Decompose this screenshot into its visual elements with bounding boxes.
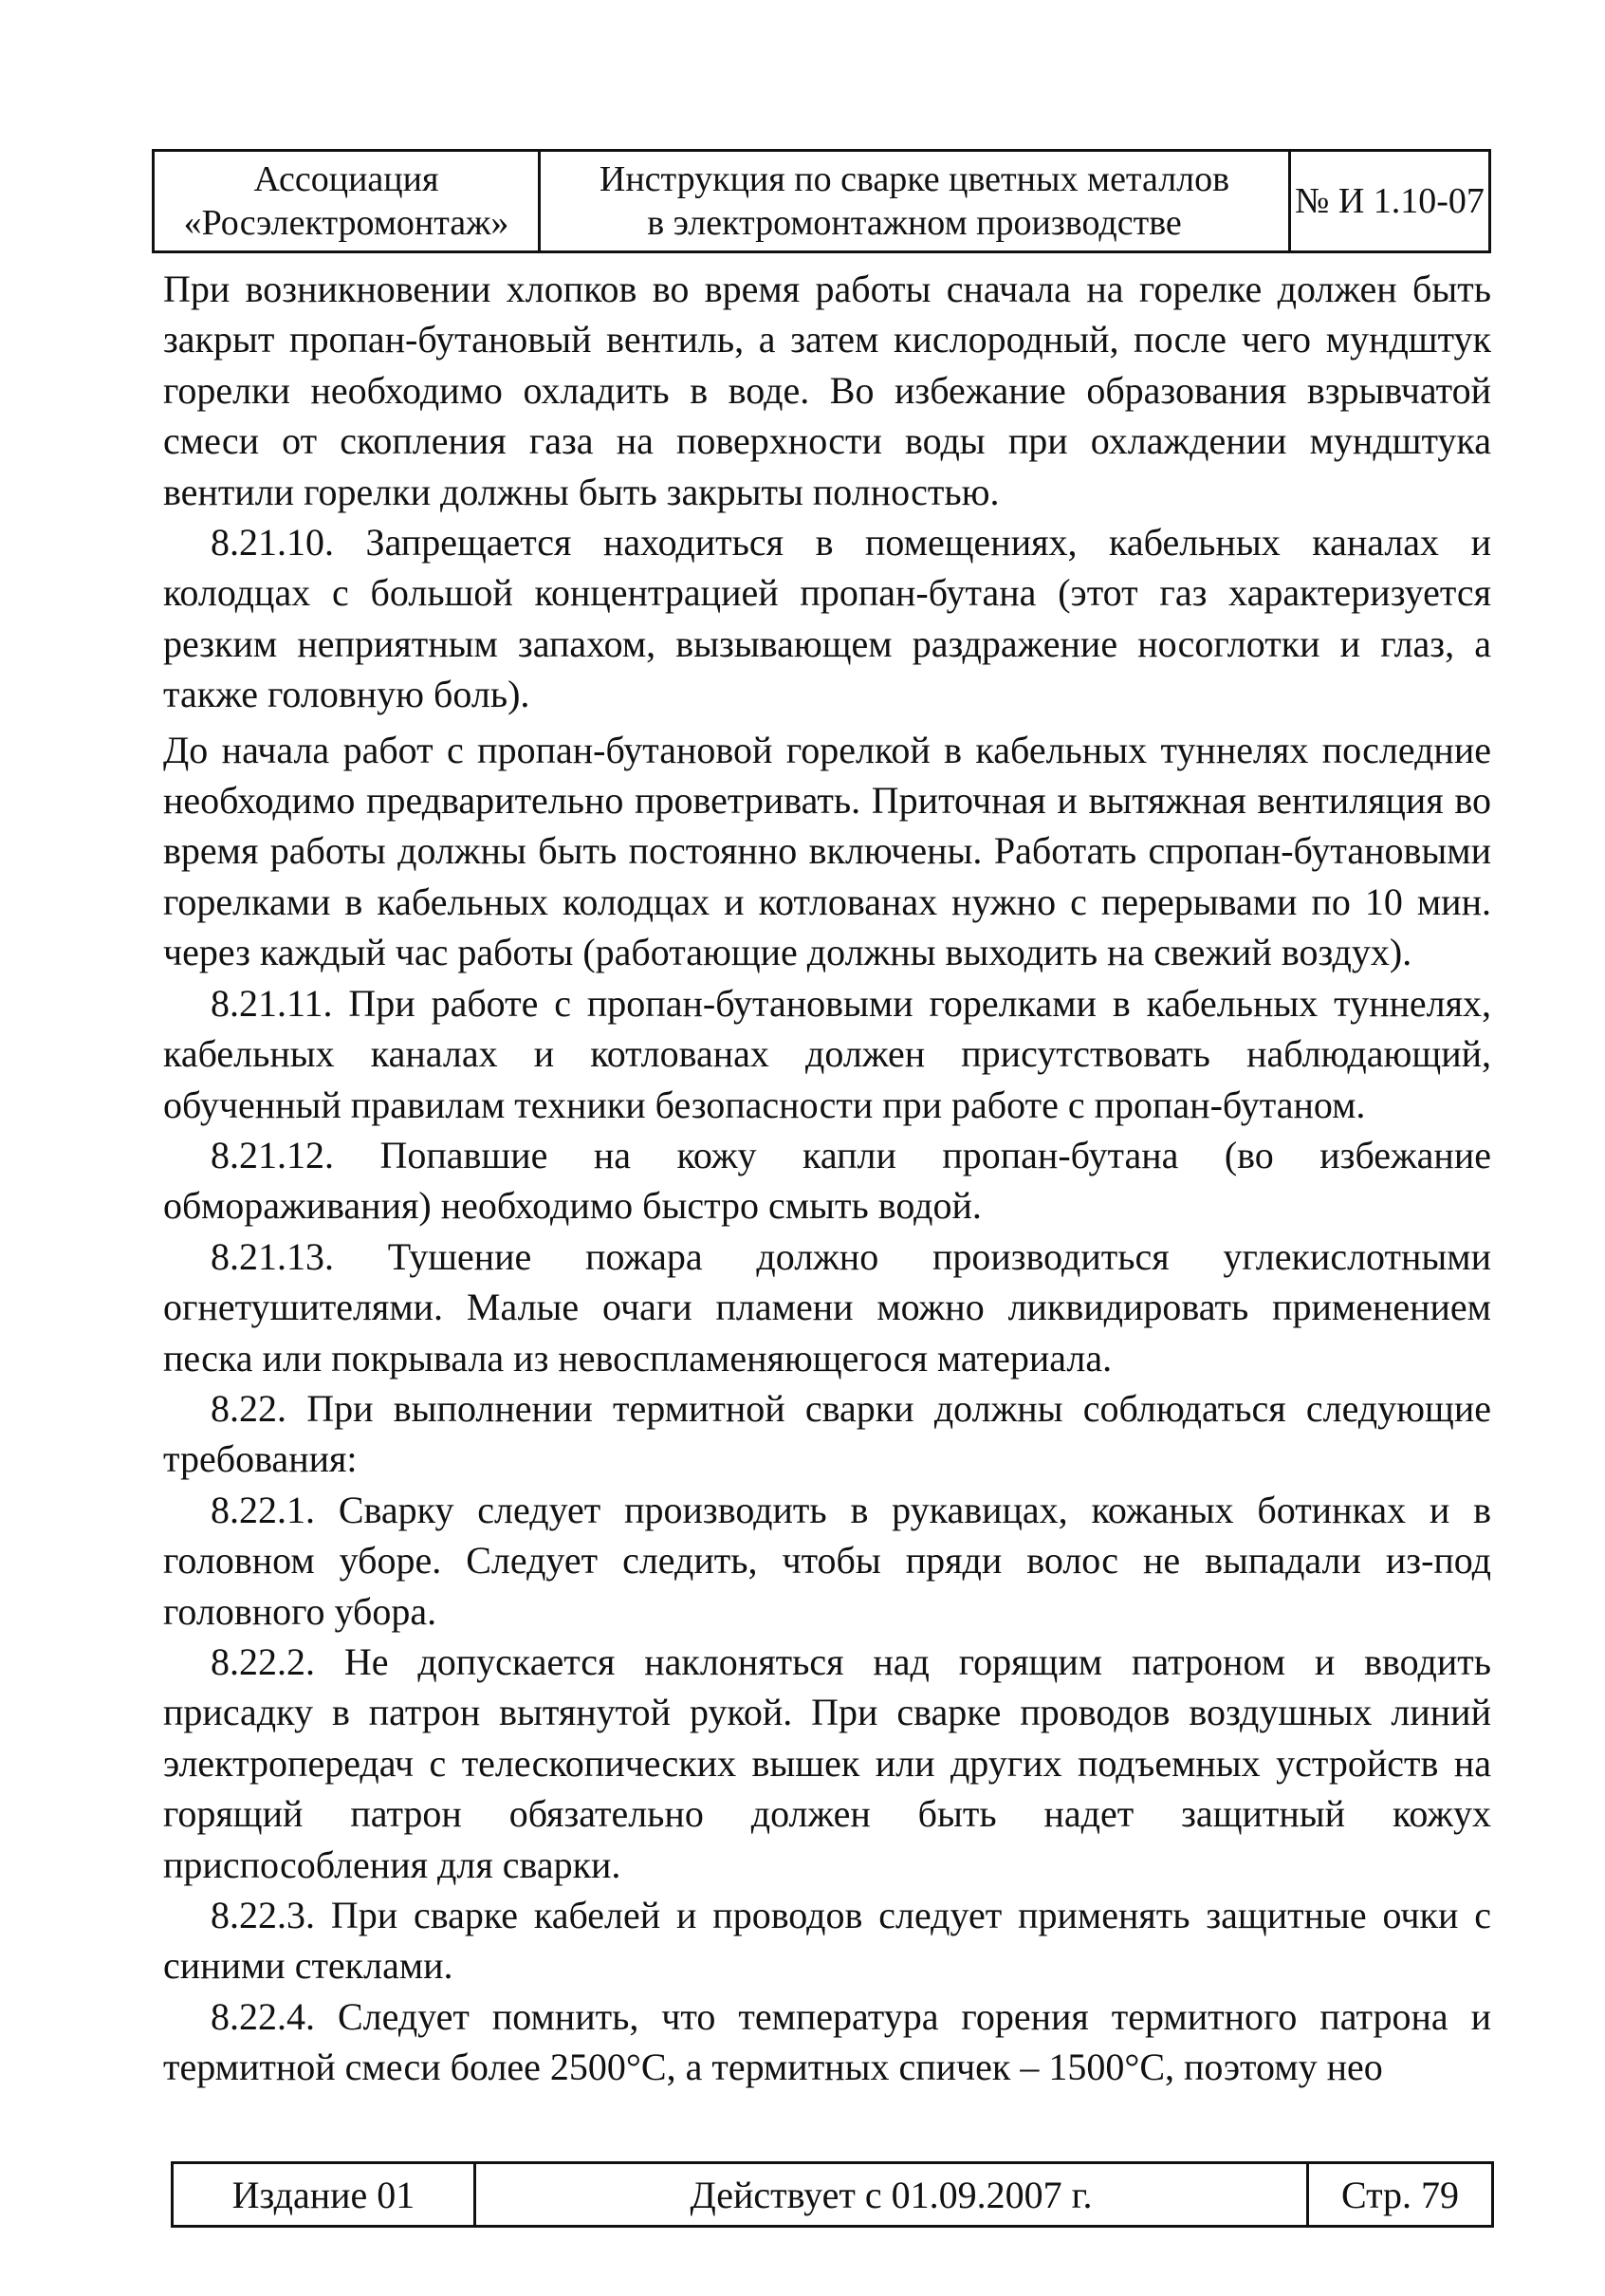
organization-name-line1: Ассоциация	[253, 159, 439, 199]
document-number: № И 1.10-07	[1295, 181, 1485, 221]
document-footer	[171, 2161, 1494, 2228]
organization-cell	[155, 152, 541, 250]
paragraph: 8.21.10. Запрещается находиться в помещениях, кабельных каналах и колодцах с большой концентрацией пропан-бутана (этот газ характеризуется резким неприятным запахом, вызывающем раздражение носоглотки и глаз, а также головную боль).	[163, 521, 1491, 716]
document-body	[163, 264, 1491, 2093]
document-title-line2: в электромонтажном производстве	[647, 203, 1182, 243]
paragraph: 8.22.1. Сварку следует производить в рукавицах, кожаных ботинках и в головном уборе. Следует следить, чтобы пряди волос не выпадали из-под головного убора.	[163, 1488, 1491, 1633]
document-number-cell	[1291, 152, 1488, 250]
paragraph: 8.22.4. Следует помнить, что температура горения термитного патрона и термитной смеси более 2500°С, а термитных спичек – 1500°С, поэтому нео	[163, 1994, 1491, 2089]
organization-name-line2: «Росэлектромонтаж»	[183, 203, 509, 243]
edition-label: Издание 01	[174, 2164, 476, 2225]
document-title-cell	[541, 152, 1291, 250]
paragraph: До начала работ с пропан-бутановой горелкой в кабельных туннелях последние необходимо предварительно проветривать. Приточная и вытяжная вентиляция во время работы должны быть постоянно включены. Работать спропан-бутановыми горелками в кабельных колодцах и котлованах нужно с перерывами по 10 мин. через каждый час работы (работающие должны выходить на свежий воздух).	[163, 728, 1491, 974]
document-header	[152, 149, 1491, 253]
effective-date: Действует с 01.09.2007 г.	[476, 2164, 1309, 2225]
paragraph: При возникновении хлопков во время работы сначала на горелке должен быть закрыт пропан-бутановый вентиль, а затем кислородный, после чего мундштук горелки необходимо охладить в воде. Во избежание образования взрывчатой смеси от скопления газа на поверхности воды при охлаждении мундштука вентили горелки должны быть закрыты полностью.	[163, 268, 1491, 513]
paragraph: 8.22.3. При сварке кабелей и проводов следует применять защитные очки с синими стеклами.	[163, 1894, 1491, 1988]
page-number: Стр. 79	[1340, 2173, 1460, 2216]
paragraph: 8.21.11. При работе с пропан-бутановыми горелками в кабельных туннелях, кабельных каналах и котлованах должен присутствовать наблюдающий, обученный правилам техники безопасности при работе с пропан-бутаном.	[163, 981, 1491, 1126]
paragraph: 8.21.13. Тушение пожара должно производиться углекислотными огнетушителями. Малые очаги пламени можно ликвидировать применением песка или покрывала из невоспламеняющегося материала.	[163, 1234, 1491, 1379]
document-title-line1: Инструкция по сварке цветных металлов	[599, 159, 1230, 199]
paragraph: 8.22. При выполнении термитной сварки должны соблюдаться следующие требования:	[163, 1386, 1491, 1481]
paragraph: 8.21.12. Попавшие на кожу капли пропан-бутана (во избежание обмораживания) необходимо быстро смыть водой.	[163, 1133, 1491, 1228]
paragraph: 8.22.2. Не допускается наклоняться над горящим патроном и вводить присадку в патрон вытянутой рукой. При сварке проводов воздушных линий электропередач с телескопических вышек или других подъемных устройств на горящий патрон обязательно должен быть надет защитный кожух приспособления для сварки.	[163, 1639, 1491, 1886]
